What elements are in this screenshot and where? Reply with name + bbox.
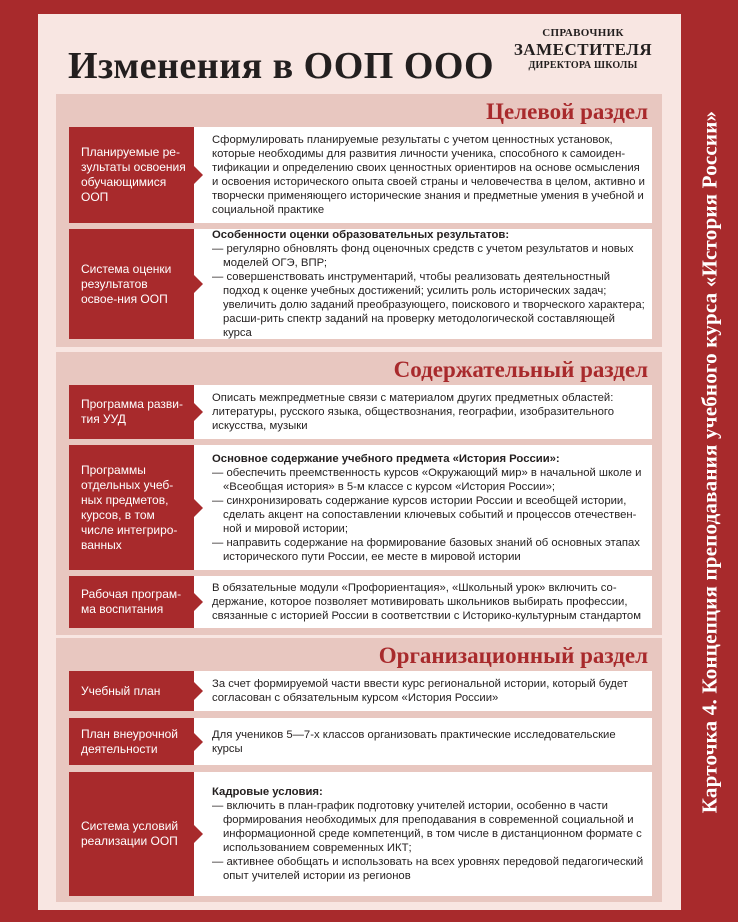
list-item: — обеспечить преемственность курсов «Окружающий мир» в начальной школе и «Всеобщая история» в 5-м классе с курсом «История России»; bbox=[212, 466, 646, 494]
row-text bbox=[194, 671, 652, 711]
list-item: — направить содержание на формирование базовых знаний об основных этапах исторического пути России, ее месте в мировой истории bbox=[212, 536, 646, 564]
section-title: Организационный раздел bbox=[378, 643, 648, 668]
row-text bbox=[194, 718, 652, 765]
side-caption: Карточка 4. Концепция преподавания учебного курса «История России» bbox=[697, 110, 722, 814]
page-title: Изменения в ООП ООО bbox=[68, 45, 495, 87]
brand-line-2: ЗАМЕСТИТЕЛЯ bbox=[513, 40, 653, 59]
section-title: Целевой раздел bbox=[486, 99, 648, 124]
row-text bbox=[194, 229, 652, 339]
row-heading: Особенности оценки образовательных результатов: bbox=[212, 229, 510, 241]
row-planned-results bbox=[69, 127, 652, 223]
row-uud-program bbox=[69, 385, 652, 439]
row-heading: Кадровые условия: bbox=[212, 786, 323, 798]
row-paragraph: Описать межпредметные связи с материалом других предметных областей: литературы, русского языка, обществознания, географии, изобразительного искусства, музыки bbox=[212, 392, 615, 432]
list-item: — регулярно обновлять фонд оценочных средств с учетом результатов и новых моделей ОГЭ, ВПР; bbox=[212, 242, 646, 270]
brand-line-1: СПРАВОЧНИК bbox=[542, 27, 624, 39]
row-label: Программы отдельных учеб-ных предметов, курсов, в том числе интегриро-ванных bbox=[69, 445, 194, 570]
row-label: Система оценки результатов освое-ния ООП bbox=[69, 229, 194, 339]
row-label: Система условий реализации ООП bbox=[69, 772, 194, 896]
section-target bbox=[56, 94, 662, 347]
row-upbringing-program bbox=[69, 576, 652, 628]
row-heading: Основное содержание учебного предмета «История России»: bbox=[212, 452, 560, 465]
header bbox=[38, 14, 681, 94]
row-text bbox=[194, 576, 652, 628]
row-label: Планируемые ре-зультаты освоения обучающимися ООП bbox=[69, 127, 194, 223]
section-organizational bbox=[56, 638, 662, 902]
row-paragraph: За счет формируемой части ввести курс региональной истории, который будет согласован с обязательным курсом «История России» bbox=[212, 678, 628, 704]
row-label: Программа разви-тия УУД bbox=[69, 385, 194, 439]
row-text bbox=[194, 772, 652, 896]
row-paragraph: В обязательные модули «Профориентация», «Школьный урок» включить со-держание, которое позволяет мотивировать школьников выбирать профессии, связанные с историей России в соответствии с Историко-культурным стандартом bbox=[212, 582, 641, 622]
row-assessment-system bbox=[69, 229, 652, 339]
reference-card bbox=[38, 14, 681, 910]
row-extracurricular-plan bbox=[69, 718, 652, 765]
row-label: Рабочая програм-ма воспитания bbox=[69, 576, 194, 628]
row-subject-programs bbox=[69, 445, 652, 570]
section-title: Содержательный раздел bbox=[393, 357, 648, 382]
row-label: Учебный план bbox=[69, 671, 194, 711]
row-text bbox=[194, 385, 652, 439]
side-caption-bar bbox=[690, 14, 730, 910]
row-paragraph: Для учеников 5—7-х классов организовать практические исследовательские курсы bbox=[212, 728, 616, 755]
brand-line-3: ДИРЕКТОРА ШКОЛЫ bbox=[528, 60, 638, 71]
list-item: — совершенствовать инструментарий, чтобы реализовать деятельностный подход к оценке учебных достижений; усилить роль исторических задач; увеличить долю заданий преобразующего, поискового и творческого характера; расши-рить спектр заданий на проверку методологической составляющей курса bbox=[212, 270, 646, 340]
row-curriculum bbox=[69, 671, 652, 711]
row-text bbox=[194, 445, 652, 570]
list-item: — синхронизировать содержание курсов истории России и всеобщей истории, сделать акцент на сопоставлении ключевых событий и процессов отечествен-ной и мировой истории; bbox=[212, 494, 646, 536]
section-content bbox=[56, 352, 662, 635]
row-label: План внеурочной деятельности bbox=[69, 718, 194, 765]
row-implementation-conditions bbox=[69, 772, 652, 896]
list-item: — включить в план-график подготовку учителей истории, особенно в части формирования необходимых для преподавания в современной социальной и информационной среде компетенций, в том числе в дистанционном формате с использованием современных ИКТ; bbox=[212, 799, 646, 855]
row-text bbox=[194, 127, 652, 223]
row-paragraph: Сформулировать планируемые результаты с учетом ценностных установок, которые необходимы для развития личности ученика, способного к самоиден-тификации и определению своих ценностных ориентиров на основе осмысления и освоения исторического опыта своей страны и человечества в целом, активно и творчески применяющего исторические знания и предметные умения в учебной и социальной практике bbox=[212, 134, 645, 216]
list-item: — активнее обобщать и использовать на всех уровнях передовой педагогический опыт учителей истории из регионов bbox=[212, 855, 646, 883]
publication-logo bbox=[508, 28, 658, 71]
